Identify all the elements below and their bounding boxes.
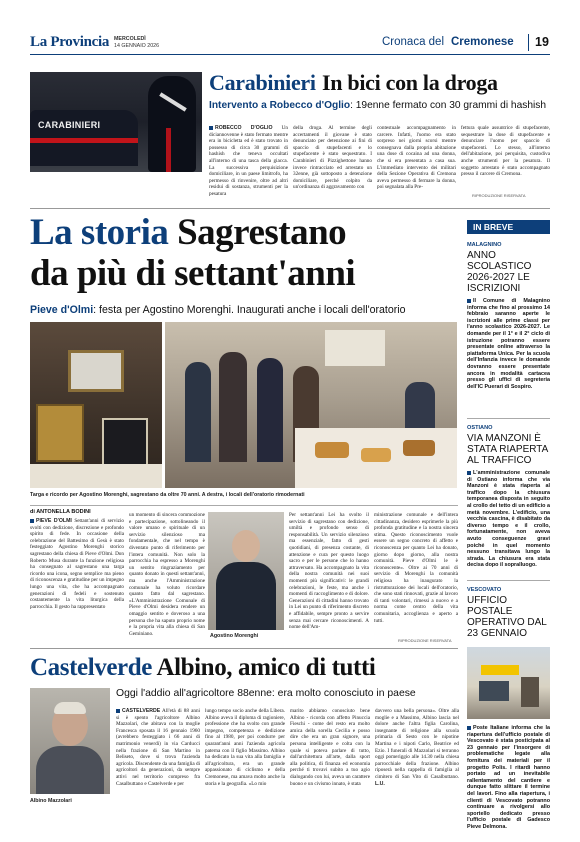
article1-subtitle	[209, 100, 546, 111]
person-3	[257, 358, 283, 462]
article1-byline: RIPRODUZIONE RISERVATA	[472, 193, 526, 198]
breve-text-content: L'amministrazione comunale di Ostiano informa che via Manzoni è stata riaperta al traffico dopo la chiusura temporanea disposta in seguito al crollo del tetto di un edificio a metà novembre. L'edificio, una vecchia cascina, è disabitato da diverso tempo e il crollo, fortunatamente, non aveva avuto conseguenze gravi poiché in quel momento nessuno transitava lungo la strada. La chiusura era stata decisa dopo il sopralluogo.	[467, 470, 550, 569]
plaque-stand	[102, 418, 148, 470]
article2-caption: Targa e ricordo per Agostino Morenghi, sagrestano da oltre 70 anni. A destra, i locali dell'oratorio rimodernati	[30, 492, 305, 498]
article2-rule-top	[30, 505, 458, 506]
article3-title[interactable]: Albino, amico di tutti	[156, 654, 376, 681]
article1-col1	[209, 125, 288, 201]
building-door	[521, 677, 539, 707]
article2-subtitle	[30, 304, 406, 316]
breve-text-content: Il Comune di Malagnino informa che fino al prossimo 14 febbraio saranno aperte le iscrizioni alle prime classi per l'anno scolastico 2026-2027. Le domande per il 1° e il 2° ciclo di istruzione potranno essere presentate online attraverso la piattaforma Unica. Per la scuola dell'Infanzia invece le domande dovranno essere presentate ancora in modalità cartacea presso gli uffici di segreteria dell'IC Puerari di Sospiro.	[467, 298, 550, 390]
breve-text	[467, 725, 550, 837]
article2-col1	[30, 518, 124, 638]
morenghi-portrait	[208, 512, 284, 630]
portrait-hair	[54, 702, 86, 714]
bullet-square-icon	[467, 726, 471, 730]
section-prefix: Cronaca del	[382, 36, 445, 48]
article2-title1[interactable]: Sagrestano	[177, 212, 347, 253]
bullet-square-icon	[30, 519, 34, 523]
article3-subtitle: Oggi l'addio all'agricoltore 88enne: era molto conosciuto in paese	[116, 688, 416, 699]
breve-title[interactable]: UFFICIO POSTALE OPERATIVO DAL 23 GENNAIO	[467, 595, 547, 639]
mazzolari-portrait	[30, 688, 110, 794]
person-2	[219, 352, 247, 462]
rule-before-article3	[30, 648, 458, 649]
mazzolari-portrait-caption: Albino Mazzolari	[30, 798, 72, 804]
article1-col3: contestuale accompagnamento in carcere. Infatti, l'uomo era stato sorpreso nei giorni scorsi mentre consegnava dalla propria abitazione una dose di cocaina ad una donna, che si era presentata a casa sua. L'immediato intervento dei militari della Sezione Operativa di Cremona aveva permesso di fermare la donna, poi segnalata alla Pre-	[377, 125, 456, 191]
article1-title[interactable]: In bici con la droga	[322, 70, 498, 95]
bullet-square-icon	[467, 299, 471, 303]
building-window	[479, 681, 509, 701]
article3-signature: L.U.	[375, 780, 385, 787]
header-divider	[528, 34, 529, 51]
morenghi-portrait-caption: Agostino Morenghi	[210, 633, 259, 639]
article2-subtitle-rest: : festa per Agostino Morenghi. Inaugurati anche i locali dell'oratorio	[93, 304, 406, 316]
masthead-date: 14 GENNAIO 2026	[114, 43, 160, 49]
paper-name[interactable]: La Provincia	[30, 34, 110, 50]
article2-col2: un momento di sincera commozione e partecipazione, sottolineando il valore umano e spirituale di un servizio silenzioso ma fondamentale, che nel tempo è diventato punto di riferimento per l'intera comunità. Non solo la parrocchia ha espresso a Morenghi un sentito ringraziamento per quanto donato in questi settant'anni, ma anche l'Amministrazione comunale ha voluto ricordare quanto fatto dal sagrestano. «L'Amministrazione Comunale di Pieve d'Olmi desidera rendere un omaggio sentito e doveroso a una persona che ha saputo proprio nome e la propria vita alla chiesa di San Geminiano.	[129, 512, 205, 637]
breve-text-content: Poste Italiane informa che la riapertura dell'ufficio postale di Vescovato è stata posticipata al 23 gennaio per l'insorgere di problematiche legate alla fornitura dei materiali per il progetto Polis. I ritardi hanno portato ad un inevitabile rallentamento del cantiere e dunque fatto slittare il termine del lavori. Fino alla riapertura, i clienti di Vescovato potranno continuare a rivolgersi allo sportello dedicato presso l'ufficio postale di Gadesco Pieve Delmona.	[467, 725, 550, 830]
article2-col4: ministrazione comunale e dell'intera cittadinanza, desidero esprimerle la più profonda gratitudine e la nostra sincera stima. Questo riconoscimento vuole essere un segno concreto di affetto e riconoscenza per quanto Lei ha donato, giorno dopo giorno, alla nostra comunità. Pieve d'Olmi le è riconoscente». Oltre ai 70 anni di servizio di Morenghi la comunità religiosa ha inaugurato la ristrutturazione dei locali dell'oratorio, che sono stati rinnovati, grazie al lavoro di tanti volontari, rimessi a nuovo e a norma come centro della vita comunitaria, accoglienza e aperto a tutti.	[374, 512, 458, 624]
masthead-day: MERCOLEDÌ	[114, 36, 146, 42]
article1-subtitle-place: Intervento a Robecco d'Oglio	[209, 100, 351, 111]
bullet-square-icon	[116, 709, 120, 713]
oratorio-photo	[165, 322, 457, 488]
breve-place: OSTIANO	[467, 425, 493, 431]
post-office-photo	[467, 647, 550, 719]
article3-col1	[116, 708, 200, 814]
car-stripe	[30, 138, 138, 143]
page-number: 19	[535, 35, 549, 49]
bullet-square-icon	[209, 126, 213, 130]
portrait-head	[232, 530, 260, 562]
article1-kicker: Carabinieri	[209, 70, 316, 95]
rule-after-article1	[30, 208, 550, 209]
person-1	[185, 362, 211, 462]
article2-col3: Per settant'anni Lei ha svolto il servizio di sagrestano con dedizione, umiltà e profondo senso di responsabilità. Un servizio silenzioso ma essenziale, fatto di gesti quotidiani, di presenza costante, di attenzione e cura per questo luogo sacro e per le persone che lo hanno attraversato. Ha accompagnato la vita della nostra comunità nei suoi momenti più significativi: le grandi celebrazioni, le feste, ma anche i momenti di raccoglimento e di dolore. Generazioni di cittadini hanno trovato in Lei un punto di riferimento discreto e affidabile, sempre pronto a servire senza mai cercare riconoscimenti. A nome dell'Am-	[289, 512, 369, 631]
food-tray-2	[361, 448, 391, 462]
article1-col1-text: Un diciannovenne è stato fermato mentre era in bicicletta ed è stato trovato in possesso di circa 30 grammi di hashish che teneva occultati all'interno di una tasca della giacca. La successiva perquisizione domiciliare, in un paese limitrofo, ha permesso di rinvenire, oltre ad altri residui di sostanza, strumenti per la pesatura	[209, 125, 288, 197]
table-cloth	[30, 464, 162, 488]
car-label: CARABINIERI	[38, 120, 101, 130]
article3-col1-text: All'età di 88 anni si è spento l'agricoltore Albino Mazzolari, che abitava con la moglie Francesca sposata il 16 gennaio 1960 (avrebbero festeggiato i 66 anni di matrimonio venerdì) in via Carducci nella frazione di San Martino in Beliseto, dove si trova l'azienda agricola. Discendente da una famiglia di agricoltori da generazioni, da sempre attivi nel territorio compreso fra Casalbuttano e Castelverde e per	[116, 708, 200, 787]
carabinieri-photo	[30, 72, 202, 172]
article3-col2: lungo tempo socio anche della Libera. Albino aveva il diploma di ragioniere, professione che ha svolto con grande impegno, competenza e dedizione fino al 1980, per poi condurre per quarant'anni anni l'azienda agricola paterna con il figlio Massimo. Albino ha dedicato la sua vita alla famiglia e all'agricoltura, era un grande appassionato di ciclismo e della Cremonese, ma amava molto anche la storia e la geografia. «Lo mio	[205, 708, 285, 787]
article1-dateline: ROBECCO D'OGLIO	[215, 125, 273, 131]
article1-col2: della droga. Al termine degli accertamenti il giovane è stato denunciato per detenzione ai fini di spaccio di stupefacenti e lo stupefacente è stato sequestrato. I Carabinieri di Pizzighettone hanno invece rintracciato ed arrestato un 32enne, già sottoposto a detenzione domiciliare, perché colpito da un'ordinanza di aggravamento con	[293, 125, 372, 191]
masthead	[30, 34, 550, 56]
in-breve-header: IN BREVE	[467, 220, 550, 234]
article2-kicker: La storia	[30, 212, 169, 253]
article3-col4	[375, 708, 459, 814]
breve-item-1	[467, 242, 550, 408]
article3-headline	[30, 654, 375, 682]
plaque	[68, 350, 124, 392]
article3-col4-text: davvero una bella persona». Oltre alla moglie e a Massimo, Albino lascia nel dolore anche l'altra figlia Carolina, insegnante di religione alla scuola primaria di Sesto con le nipotine Martina e i nipoti Carlo, Beatrice ed Ezio. I funerali di Mazzolari si terranno oggi pomeriggio alle 14.30 nella chiesa parrocchiale della frazione. Albino riposerà nella cappella di famiglia al cimitero di San Vito di Casalbuttano.	[375, 708, 459, 780]
article2-subtitle-place: Pieve d'Olmi	[30, 304, 94, 316]
article1-subtitle-rest: : 19enne fermato con 30 grammi di hashish	[350, 100, 547, 111]
article2-author: di ANTONELLA BODINI	[30, 509, 91, 515]
article1-col4: fettura quale assuntrice di stupefacente, sequestrare la dose di stupefacente e denunciare l'uomo per spaccio di stupefacenti. Lo stesso, all'interno dell'abitazione, poi perquisita, custodiva anche strumenti per la pesatura. Il soggetto arrestato è stato accompagnato presso il carcere di Cremona.	[461, 125, 550, 178]
article2-byline: RIPRODUZIONE RISERVATA	[398, 638, 452, 643]
officer-stripe	[166, 128, 171, 172]
masthead-rule	[30, 54, 550, 55]
breve-title[interactable]: ANNO SCOLASTICO 2026-2027 LE ISCRIZIONI	[467, 250, 532, 294]
food-tray-1	[315, 442, 349, 458]
breve-item-2	[467, 425, 550, 582]
plaque-photo	[30, 322, 162, 488]
bullet-square-icon	[467, 471, 471, 475]
portrait-body	[36, 746, 104, 794]
breve-text	[467, 470, 550, 582]
food-tray-3	[403, 440, 435, 456]
article2-col1-text: Settant'anni di servizio svolti con dedizione, discrezione e profondo spirito di fede. In occasione della celebrazione del Battesimo di Gesù è stato festeggiato Agostino Morenghi storico sagrestano della chiesa di Pieve d'Olmi. Don Roberto Musa durante la funzione religiosa ha consegnato al sagrestano una targa ricordo una icona, segno semplice ma pieno di riconoscenza e gratitudine per un impegno lungo una vita, che ha accompagnato generazioni di fedeli e sostenuto costantemente la vita liturgica della parrocchia. Il gesto ha rappresentato	[30, 518, 124, 610]
article2-title-line1	[30, 213, 346, 253]
article3-dateline: CASTELVERDE	[122, 708, 161, 714]
breve-place: MALAGNINO	[467, 242, 502, 248]
breve-place: VESCOVATO	[467, 587, 502, 593]
section-name[interactable]: Cremonese	[451, 36, 514, 48]
breve-rule-1	[467, 418, 550, 419]
officer-figure	[148, 76, 196, 172]
article2-dateline: PIEVE D'OLMI	[36, 518, 72, 524]
article2-title-line2[interactable]: da più di settant'anni	[30, 253, 356, 294]
icon-frame	[36, 404, 84, 462]
wall-window	[325, 330, 385, 366]
breve-title[interactable]: VIA MANZONI È STATA RIAPERTA AL TRAFFICO	[467, 433, 548, 466]
breve-rule-2	[467, 580, 550, 581]
breve-item-3	[467, 587, 550, 830]
article3-col3: marito abbiamo conosciuto bene Albino - ricorda con affetto Pinuccia Fieschi - come del resto era molto amica della sorella Cecilia e posso dire che era un gran signore, una persona intelligente e colta con la quale si poteva parlare di tutto, dall'architettura all'arte, dalla sport alla politica, di finanza ed economia perché ti trovavi subito a tuo agio dialogando con lui, aveva un carattere buono e un civismo innato, è stata	[290, 708, 370, 787]
article3-kicker: Castelverde	[30, 654, 152, 681]
poste-sign	[481, 665, 519, 675]
portrait-body	[216, 562, 276, 630]
breve-text	[467, 298, 550, 408]
in-breve-sidebar	[467, 220, 550, 842]
